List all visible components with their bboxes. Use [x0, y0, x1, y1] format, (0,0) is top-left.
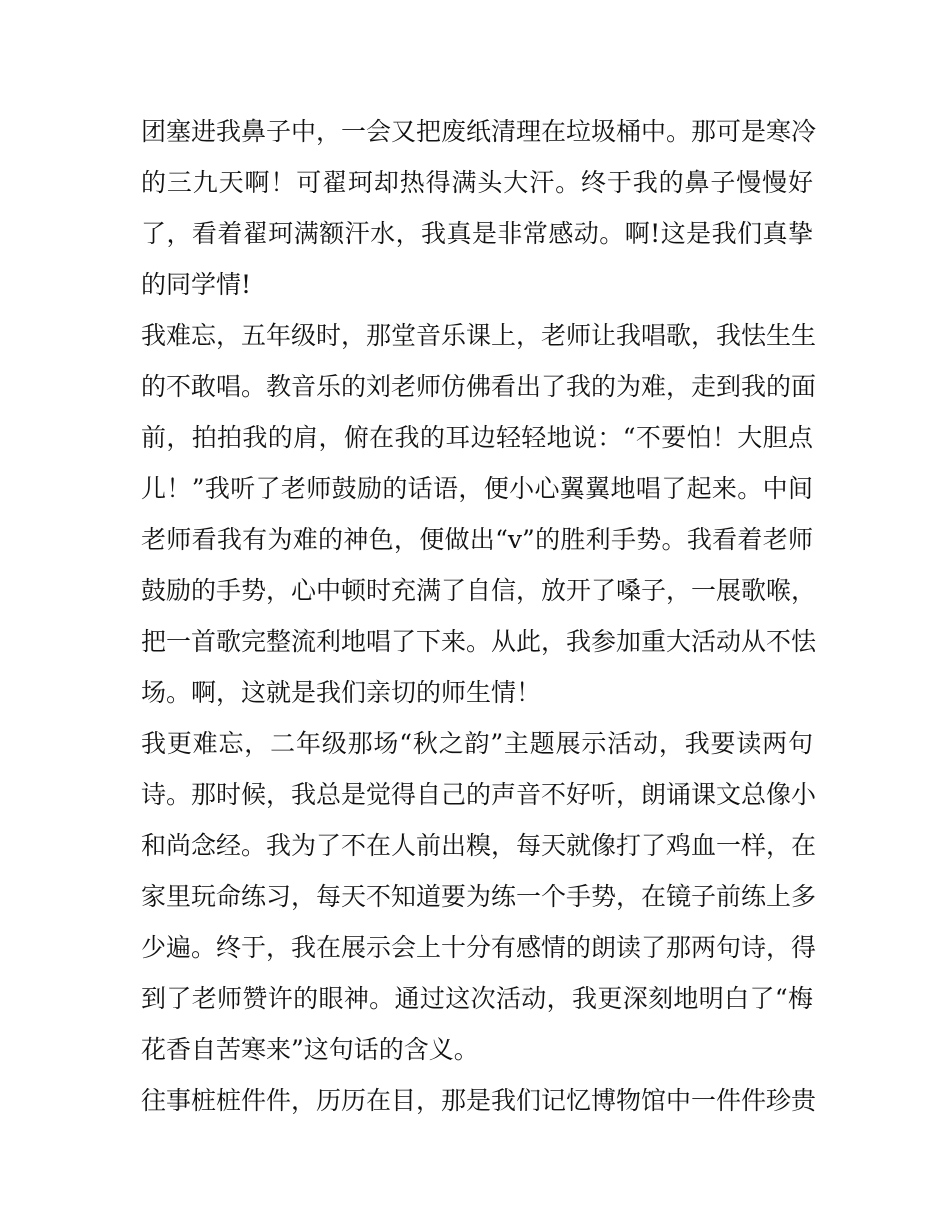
- text-line: 的三九天啊！可翟珂却热得满头大汗。终于我的鼻子慢慢好: [141, 168, 813, 197]
- text-line: 诗。那时候，我总是觉得自己的声音不好听，朗诵课文总像小: [141, 780, 817, 809]
- text-line: 场。啊，这就是我们亲切的师生情！: [141, 678, 542, 707]
- text-line: 和尚念经。我为了不在人前出糗，每天就像打了鸡血一样，在: [141, 831, 817, 860]
- paragraph-1: [141, 106, 817, 310]
- text-line: 了，看着翟珂满额汗水，我真是非常感动。啊!这是我们真挚: [141, 219, 813, 248]
- document-body: [141, 106, 817, 1126]
- paragraph-3: [141, 718, 817, 1075]
- text-line: 老师看我有为难的神色，便做出“v”的胜利手势。我看着老师: [141, 525, 813, 554]
- text-line: 鼓励的手势，心中顿时充满了自信，放开了嗓子，一展歌喉，: [141, 576, 817, 605]
- text-line: 少遍。终于，我在展示会上十分有感情的朗读了那两句诗，得: [141, 933, 817, 962]
- text-line: 到了老师赞许的眼神。通过这次活动，我更深刻地明白了“梅: [141, 984, 813, 1013]
- text-line: 我难忘，五年级时，那堂音乐课上，老师让我唱歌，我怯生生: [141, 321, 817, 350]
- text-line: 的同学情!: [141, 270, 252, 299]
- text-line: 的不敢唱。教音乐的刘老师仿佛看出了我的为难，走到我的面: [141, 372, 817, 401]
- text-line: 家里玩命练习，每天不知道要为练一个手势，在镜子前练上多: [141, 882, 817, 911]
- paragraph-4: [141, 1075, 817, 1126]
- text-line: 把一首歌完整流利地唱了下来。从此，我参加重大活动从不怯: [141, 627, 817, 656]
- text-line: 前，拍拍我的肩，俯在我的耳边轻轻地说：“不要怕！大胆点: [141, 423, 813, 452]
- text-line: 儿！”我听了老师鼓励的话语，便小心翼翼地唱了起来。中间: [141, 474, 813, 503]
- text-line: 我更难忘，二年级那场“秋之韵”主题展示活动，我要读两句: [141, 729, 813, 758]
- text-line: 花香自苦寒来”这句话的含义。: [141, 1035, 479, 1064]
- text-line: 往事桩桩件件，历历在目，那是我们记忆博物馆中一件件珍贵: [141, 1086, 817, 1115]
- text-line: 团塞进我鼻子中，一会又把废纸清理在垃圾桶中。那可是寒冷: [141, 117, 817, 146]
- paragraph-2: [141, 310, 817, 718]
